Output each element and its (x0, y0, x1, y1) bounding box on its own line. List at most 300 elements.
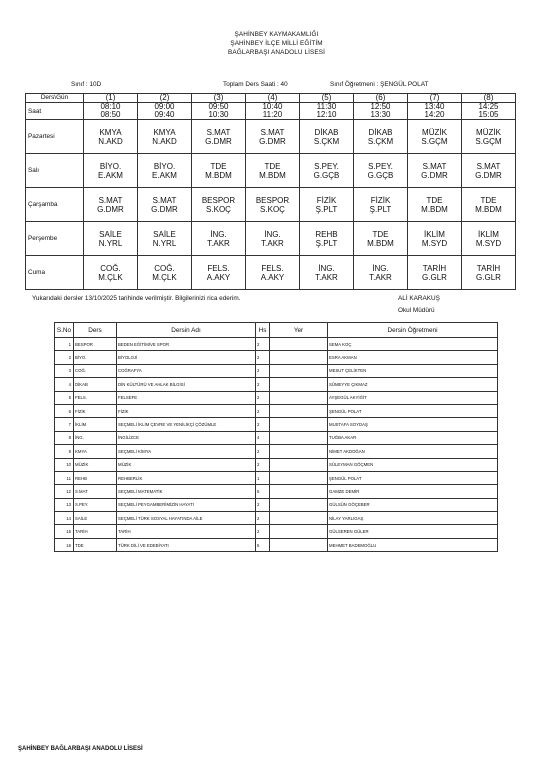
lesson-teacher: G.GLR (422, 272, 447, 282)
course-location (270, 418, 328, 431)
course-number: 8 (55, 431, 74, 444)
lesson-cell (192, 120, 246, 154)
course-code: BİYO. (74, 351, 117, 364)
lesson-code: S.MAT (98, 195, 123, 205)
lesson-code: İNG. (318, 263, 335, 273)
course-hours: 2 (256, 338, 270, 351)
lesson-teacher: T.AKR (369, 272, 392, 282)
course-hours: 2 (256, 391, 270, 404)
course-row (55, 538, 498, 551)
lesson-code: SAİLE (99, 229, 122, 239)
period-number: (7) (408, 94, 462, 103)
period-start: 14:25 (478, 102, 499, 111)
course-name: SEÇMELİ MATEMATİK (117, 485, 256, 498)
lesson-teacher: Ş.PLT (369, 204, 392, 214)
course-code: DİKAB (74, 378, 117, 391)
course-row (55, 338, 498, 351)
lesson-teacher: N.AKD (98, 136, 123, 146)
course-code: FELS. (74, 391, 117, 404)
lesson-teacher: M.BDM (475, 204, 502, 214)
lesson-code: S.MAT (260, 127, 285, 137)
period-end: 15:05 (478, 110, 499, 119)
lesson-code: COĞ. (100, 263, 121, 273)
lesson-cell (84, 256, 138, 290)
lesson-cell (354, 222, 408, 256)
lesson-code: İKLİM (424, 229, 445, 239)
lesson-cell (192, 154, 246, 188)
day-name: Pazartesi (26, 120, 84, 154)
course-code: BESPOR (74, 338, 117, 351)
lesson-teacher: G.DMR (475, 170, 502, 180)
lesson-teacher: M.SYD (421, 238, 448, 248)
lesson-teacher: S.GÇM (475, 136, 502, 146)
lesson-teacher: Ş.PLT (315, 204, 338, 214)
course-location (270, 471, 328, 484)
course-number: 16 (55, 538, 74, 551)
lesson-code: S.MAT (152, 195, 177, 205)
period-number: (6) (354, 94, 408, 103)
lesson-cell (300, 154, 354, 188)
class-label: Sınıf : (71, 81, 88, 88)
course-location (270, 538, 328, 551)
lesson-code: SAİLE (153, 229, 176, 239)
course-location (270, 485, 328, 498)
course-code: MÜZİK (74, 458, 117, 471)
lesson-cell (84, 120, 138, 154)
footer-school-name: ŞAHİNBEY BAĞLARBAŞI ANADOLU LİSESİ (18, 746, 143, 752)
course-location (270, 512, 328, 525)
course-name: İNGİLİZCE (117, 431, 256, 444)
lesson-teacher: T.AKR (315, 272, 338, 282)
lesson-cell (246, 222, 300, 256)
course-code: COĞ. (74, 364, 117, 377)
period-number: (3) (192, 94, 246, 103)
lesson-code: İNG. (210, 229, 227, 239)
lesson-code: BESPOR (201, 195, 236, 205)
lesson-cell (354, 188, 408, 222)
course-name: SEÇMELİ KİMYA (117, 445, 256, 458)
course-name: SEÇMELİ PEYGAMBERİMİZİN HAYATI (117, 498, 256, 511)
course-teacher: SÜMEYYE ÇIKMAZ (328, 378, 498, 391)
lesson-cell (138, 188, 192, 222)
lesson-teacher: M.BDM (259, 170, 286, 180)
lesson-cell (408, 222, 462, 256)
course-hours: 2 (256, 378, 270, 391)
lesson-cell (462, 154, 516, 188)
total-hours-value: 40 (280, 81, 288, 88)
course-row (55, 431, 498, 444)
lesson-teacher: S.ÇKM (367, 136, 394, 146)
lesson-cell (354, 256, 408, 290)
principal-name: ALİ KARAKUŞ (398, 295, 440, 302)
course-hours: 4 (256, 431, 270, 444)
period-start: 11:30 (316, 102, 337, 111)
lesson-teacher: M.ÇLK (152, 272, 177, 282)
course-name: FELSEFE (117, 391, 256, 404)
course-location (270, 351, 328, 364)
lesson-code: MÜZİK (422, 127, 447, 137)
lesson-code: İNG. (264, 229, 281, 239)
lesson-code: BİYO. (99, 161, 122, 171)
course-location (270, 525, 328, 538)
lesson-cell (246, 188, 300, 222)
course-code: İNG. (74, 431, 117, 444)
course-teacher: SÜLEYMAN GÖÇMEN (328, 458, 498, 471)
lesson-code: BİYO. (153, 161, 176, 171)
course-hours: 5 (256, 538, 270, 551)
course-column-header: Yer (270, 323, 328, 338)
lesson-code: FELS. (207, 263, 230, 273)
lesson-cell (84, 188, 138, 222)
period-end: 08:50 (100, 110, 121, 119)
principal-title: Okul Müdürü (398, 307, 435, 314)
lesson-code: FELS. (261, 263, 284, 273)
course-list-table (54, 322, 498, 552)
course-row (55, 525, 498, 538)
course-location (270, 445, 328, 458)
lesson-teacher: E.AKM (152, 170, 177, 180)
lesson-code: S.PEY. (368, 161, 393, 171)
lesson-teacher: G.GLR (476, 272, 501, 282)
lesson-cell (84, 154, 138, 188)
lesson-code: FİZİK (370, 195, 391, 205)
lesson-code: KMYA (153, 127, 176, 137)
period-end: 09:40 (154, 110, 175, 119)
lesson-cell (408, 154, 462, 188)
course-name: BEDEN EĞİTİMİVE SPOR (117, 338, 256, 351)
lesson-cell (300, 188, 354, 222)
course-row (55, 378, 498, 391)
lesson-cell (300, 120, 354, 154)
course-hours: 2 (256, 404, 270, 417)
lesson-teacher: N.AKD (152, 136, 177, 146)
period-number: (2) (138, 94, 192, 103)
lesson-teacher: G.GÇB (313, 170, 340, 180)
course-number: 13 (55, 498, 74, 511)
lesson-cell (462, 222, 516, 256)
lesson-teacher: A.AKY (260, 272, 285, 282)
course-location (270, 338, 328, 351)
course-row (55, 418, 498, 431)
timetable-day-row (26, 154, 516, 188)
lesson-cell (462, 256, 516, 290)
lesson-teacher: A.AKY (206, 272, 231, 282)
lesson-teacher: S.KOÇ (260, 204, 285, 214)
course-column-header: Dersin Adı (117, 323, 256, 338)
course-number: 7 (55, 418, 74, 431)
lesson-cell (462, 120, 516, 154)
class-value: 10D (89, 81, 102, 88)
lesson-code: S.MAT (476, 161, 501, 171)
course-name: BİYOLOJİ (117, 351, 256, 364)
lesson-code: TARİH (476, 263, 501, 273)
lesson-cell (408, 120, 462, 154)
course-number: 4 (55, 378, 74, 391)
lesson-teacher: S.GÇM (421, 136, 448, 146)
period-time (192, 103, 246, 120)
lesson-code: İNG. (372, 263, 389, 273)
lesson-cell (138, 256, 192, 290)
course-hours: 2 (256, 364, 270, 377)
period-time (138, 103, 192, 120)
lesson-teacher: G.DMR (421, 170, 448, 180)
period-start: 08:10 (100, 102, 121, 111)
course-column-header: Dersin Öğretmeni (328, 323, 498, 338)
period-end: 14:20 (424, 110, 445, 119)
lesson-code: TDE (426, 195, 443, 205)
lesson-teacher: T.AKR (261, 238, 284, 248)
lesson-teacher: S.ÇKM (313, 136, 340, 146)
lesson-code: MÜZİK (476, 127, 501, 137)
lesson-teacher: G.GÇB (367, 170, 394, 180)
class-teacher-label: Sınıf Öğretmeni : (330, 81, 379, 88)
course-number: 2 (55, 351, 74, 364)
course-teacher: MESUT ÇELİKTEN (328, 364, 498, 377)
course-column-header: S.No (55, 323, 74, 338)
lesson-cell (246, 154, 300, 188)
course-teacher: MEHMET BADEMOĞLU (328, 538, 498, 551)
course-teacher: AYŞEGÜL AKYİĞİT (328, 391, 498, 404)
lesson-teacher: S.KOÇ (206, 204, 231, 214)
course-code: FİZİK (74, 404, 117, 417)
course-location (270, 391, 328, 404)
course-code: S.MAT (74, 485, 117, 498)
course-hours: 2 (256, 512, 270, 525)
lesson-cell (246, 256, 300, 290)
timetable-day-row (26, 120, 516, 154)
period-number: (1) (84, 94, 138, 103)
lesson-code: TDE (210, 161, 227, 171)
period-time (300, 103, 354, 120)
course-code: TARİH (74, 525, 117, 538)
lesson-code: REHB (315, 229, 338, 239)
total-hours-label: Toplam Ders Saati : (223, 81, 279, 88)
lesson-cell (138, 120, 192, 154)
course-code: SAİLE (74, 512, 117, 525)
lesson-teacher: G.DMR (259, 136, 286, 146)
course-number: 5 (55, 391, 74, 404)
day-name: Çarşamba (26, 188, 84, 222)
period-time (408, 103, 462, 120)
class-teacher-info (330, 81, 428, 88)
header-line-2: ŞAHİNBEY İLÇE MİLLİ EĞİTİM (230, 40, 323, 47)
period-start: 13:40 (424, 102, 445, 111)
lesson-teacher: G.DMR (97, 204, 124, 214)
lesson-teacher: N.YRL (98, 238, 123, 248)
course-row (55, 404, 498, 417)
course-hours: 6 (256, 485, 270, 498)
lesson-code: KMYA (99, 127, 122, 137)
header-line-3: BAĞLARBAŞI ANADOLU LİSESİ (228, 49, 325, 56)
course-hours: 2 (256, 525, 270, 538)
period-end: 13:30 (370, 110, 391, 119)
class-teacher-value: ŞENGÜL POLAT (380, 81, 429, 88)
period-end: 10:30 (208, 110, 229, 119)
course-teacher: GÜLSÜN GÖÇEBER (328, 498, 498, 511)
period-time (246, 103, 300, 120)
lesson-cell (354, 120, 408, 154)
course-number: 10 (55, 458, 74, 471)
lesson-code: COĞ. (154, 263, 175, 273)
lesson-code: TDE (480, 195, 497, 205)
course-number: 1 (55, 338, 74, 351)
course-teacher: TUĞBA AKAR (328, 431, 498, 444)
course-location (270, 364, 328, 377)
timetable-time-row (26, 103, 516, 120)
period-time (354, 103, 408, 120)
course-row (55, 364, 498, 377)
period-number: (4) (246, 94, 300, 103)
course-number: 3 (55, 364, 74, 377)
saat-label: Saat (26, 103, 84, 120)
lesson-cell (246, 120, 300, 154)
day-name: Perşembe (26, 222, 84, 256)
course-number: 14 (55, 512, 74, 525)
course-location (270, 458, 328, 471)
course-hours: 2 (256, 498, 270, 511)
course-teacher: ESRA AKMAN (328, 351, 498, 364)
course-teacher: NİMET AKDOĞAN (328, 445, 498, 458)
course-row (55, 445, 498, 458)
lesson-teacher: G.DMR (205, 136, 232, 146)
course-number: 9 (55, 445, 74, 458)
lesson-teacher: M.BDM (367, 238, 394, 248)
lesson-teacher: N.YRL (152, 238, 177, 248)
lesson-teacher: E.AKM (98, 170, 123, 180)
course-location (270, 431, 328, 444)
course-column-header: Hs (256, 323, 270, 338)
lesson-teacher: G.DMR (151, 204, 178, 214)
lesson-code: FİZİK (316, 195, 337, 205)
course-number: 15 (55, 525, 74, 538)
lesson-code: S.MAT (422, 161, 447, 171)
lesson-code: BESPOR (255, 195, 290, 205)
course-location (270, 378, 328, 391)
course-teacher: GÜLSEREN GÜLER (328, 525, 498, 538)
course-row (55, 351, 498, 364)
issue-note: Yukarıdaki dersler 13/10/2025 tarihinde verilmiştir. Bilgilerinizi rica ederim. (32, 295, 241, 302)
lesson-code: DİKAB (314, 127, 339, 137)
lesson-cell (408, 188, 462, 222)
course-name: MÜZİK (117, 458, 256, 471)
course-row (55, 471, 498, 484)
lesson-cell (192, 256, 246, 290)
lesson-teacher: M.SYD (475, 238, 502, 248)
course-code: TDE (74, 538, 117, 551)
total-hours-info (223, 81, 288, 88)
course-number: 11 (55, 471, 74, 484)
lesson-code: İKLİM (478, 229, 499, 239)
lesson-cell (300, 256, 354, 290)
lesson-teacher: Ş.PLT (315, 238, 338, 248)
lesson-cell (300, 222, 354, 256)
period-end: 11:20 (262, 110, 283, 119)
course-name: SEÇMELİ TÜRK SOSYAL HAYATINDA AİLE (117, 512, 256, 525)
course-teacher: GAMZE DEMİR (328, 485, 498, 498)
course-teacher: ŞENGÜL POLAT (328, 471, 498, 484)
day-name: Salı (26, 154, 84, 188)
period-time (84, 103, 138, 120)
course-row (55, 391, 498, 404)
course-number: 6 (55, 404, 74, 417)
period-number: (8) (462, 94, 516, 103)
lesson-code: TARİH (422, 263, 447, 273)
course-location (270, 404, 328, 417)
course-code: REHB (74, 471, 117, 484)
course-row (55, 458, 498, 471)
lesson-cell (84, 222, 138, 256)
course-hours: 2 (256, 445, 270, 458)
course-teacher: SEMA KOÇ (328, 338, 498, 351)
course-name: TARİH (117, 525, 256, 538)
course-row (55, 498, 498, 511)
weekly-timetable (25, 93, 516, 290)
lesson-teacher: M.BDM (421, 204, 448, 214)
course-row (55, 512, 498, 525)
lesson-cell (192, 222, 246, 256)
lesson-cell (408, 256, 462, 290)
lesson-code: TDE (264, 161, 281, 171)
course-hours: 1 (256, 471, 270, 484)
course-name: DİN KÜLTÜRÜ VE AHLAK BİLGİSİ (117, 378, 256, 391)
class-info (71, 81, 101, 88)
period-start: 09:50 (208, 102, 229, 111)
course-name: REHBERLİK (117, 471, 256, 484)
timetable-day-row (26, 222, 516, 256)
period-end: 12:10 (316, 110, 337, 119)
course-code: KMYA (74, 445, 117, 458)
lesson-code: TDE (372, 229, 389, 239)
lesson-teacher: M.BDM (205, 170, 232, 180)
course-name: SEÇMELİ İKLİM ÇEVRE VE YENİLİKÇİ ÇÖZÜMLE (117, 418, 256, 431)
course-hours: 2 (256, 351, 270, 364)
day-name: Cuma (26, 256, 84, 290)
course-name: TÜRK DİLİ VE EDEBİYATI (117, 538, 256, 551)
course-hours: 2 (256, 418, 270, 431)
lesson-code: DİKAB (368, 127, 393, 137)
lesson-cell (138, 222, 192, 256)
period-start: 09:00 (154, 102, 175, 111)
course-name: COĞRAFYA (117, 364, 256, 377)
lesson-teacher: T.AKR (207, 238, 230, 248)
period-number: (5) (300, 94, 354, 103)
course-name: FİZİK (117, 404, 256, 417)
lesson-teacher: M.ÇLK (98, 272, 123, 282)
corner-header: Ders\Gün (26, 94, 84, 103)
course-teacher: NİLAY YARLIGAŞ (328, 512, 498, 525)
lesson-code: S.PEY. (314, 161, 339, 171)
course-code: İKLİM (74, 418, 117, 431)
period-start: 12:50 (370, 102, 391, 111)
timetable-day-row (26, 256, 516, 290)
lesson-cell (138, 154, 192, 188)
lesson-cell (462, 188, 516, 222)
course-code: S.PEY. (74, 498, 117, 511)
course-row (55, 485, 498, 498)
period-time (462, 103, 516, 120)
header-line-1: ŞAHİNBEY KAYMAKAMLIĞI (234, 31, 319, 38)
course-location (270, 498, 328, 511)
period-start: 10:40 (262, 102, 283, 111)
lesson-cell (192, 188, 246, 222)
lesson-cell (354, 154, 408, 188)
course-teacher: ŞENGÜL POLAT (328, 404, 498, 417)
course-teacher: MUSTAFA SOYDAŞ (328, 418, 498, 431)
course-hours: 2 (256, 458, 270, 471)
timetable-day-row (26, 188, 516, 222)
course-column-header: Ders (74, 323, 117, 338)
course-number: 12 (55, 485, 74, 498)
